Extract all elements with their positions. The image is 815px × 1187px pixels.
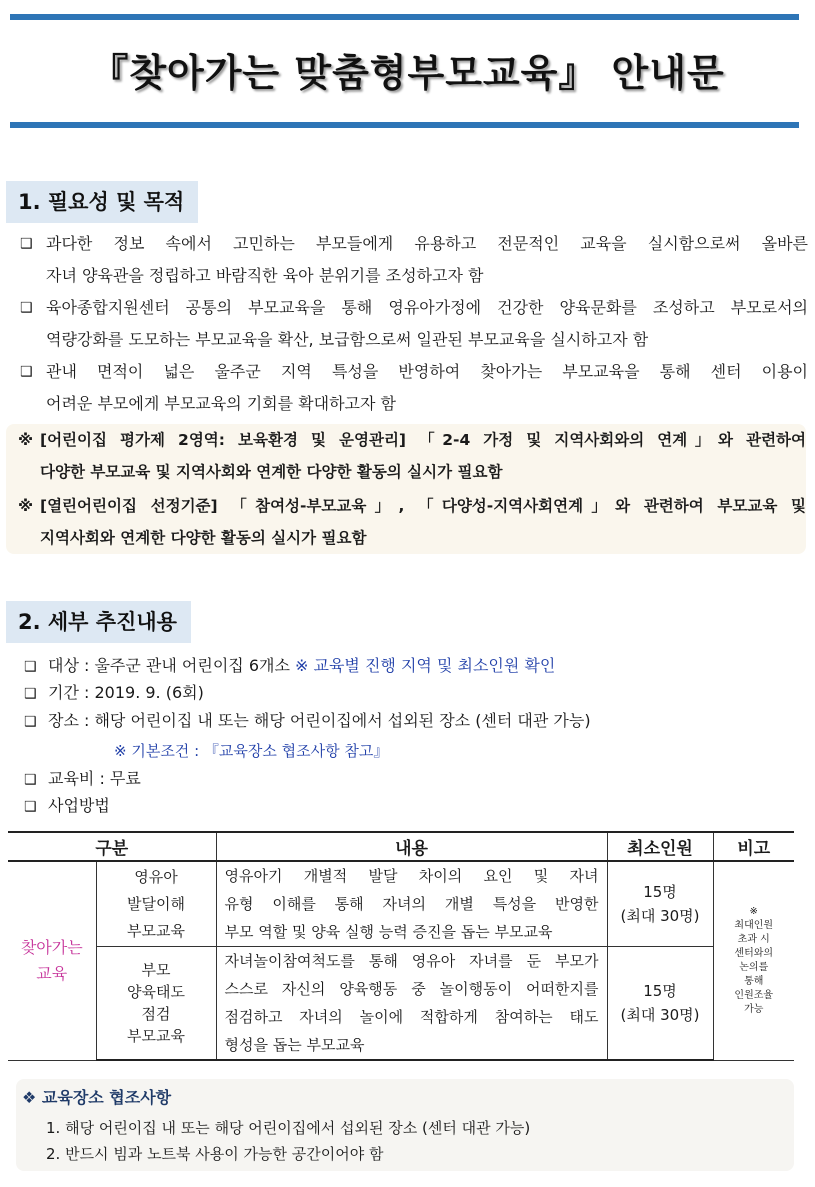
item-line: 과다한 정보 속에서 고민하는 부모들에게 유용하고 전문적인 교육을 실시함으로써 올바른 [46, 234, 808, 253]
method-text: 사업방법 [48, 796, 110, 815]
coop-item: 2. 반드시 빔과 노트북 사용이 가능한 공간이어야 함 [46, 1145, 384, 1163]
note-line: 지역사회와 연계한 다양한 활동의 실시가 필요함 [40, 529, 367, 547]
section1-item [20, 356, 808, 420]
checkbox-bullet-icon: ❑ [24, 659, 37, 675]
target-note: ※ 교육별 진행 지역 및 최소인원 확인 [295, 656, 556, 675]
program-name: 부모 양육태도 점검 부모교육 [96, 947, 216, 1061]
target-text: 대상 : 울주군 관내 어린이집 6개소 [48, 656, 290, 675]
section1-heading: 1. 필요성 및 목적 [6, 181, 198, 223]
checkbox-bullet-icon: ❑ [24, 772, 37, 788]
note-item [18, 490, 806, 554]
checkbox-bullet-icon: ❑ [24, 799, 37, 815]
note-line: [열린어린이집 선정기준] 「참여성-부모교육」, 「다양성-지역사회연계」와 관련하여 부모교육 및 [40, 497, 806, 515]
item-line: 어려운 부모에게 부모교육의 기회를 확대하고자 함 [46, 394, 397, 413]
item-line: 역량강화를 도모하는 부모교육을 확산, 보급함으로써 일관된 부모교육을 실시하고자 함 [46, 330, 649, 349]
note-mark: ※ [18, 497, 34, 515]
section1-item [20, 228, 808, 292]
coop-item: 1. 해당 어린이집 내 또는 해당 어린이집에서 섭외된 장소 (센터 대관 가능) [46, 1119, 531, 1137]
top-rule [10, 14, 799, 20]
checkbox-bullet-icon: ❑ [24, 714, 37, 730]
checkbox-bullet-icon: ❑ [20, 236, 33, 252]
target-line [24, 652, 555, 681]
fee-line [24, 765, 141, 794]
item-line: 자녀 양육관을 정립하고 바람직한 육아 분위기를 조성하고자 함 [46, 266, 484, 285]
note-line: [어린이집 평가제 2영역: 보육환경 및 운영관리] 「2-4 가정 및 지역사회와의 연계」와 관련하여 [40, 431, 806, 449]
note-line: 다양한 부모교육 및 지역사회와 연계한 다양한 활동의 실시가 필요함 [40, 463, 503, 481]
header-min: 최소인원 [607, 832, 713, 861]
place-note: ※ 기본조건 : 『교육장소 협조사항 참고』 [114, 742, 389, 760]
place-line [24, 707, 591, 736]
section2-heading: 2. 세부 추진내용 [6, 601, 191, 643]
item-line: 육아종합지원센터 공통의 부모교육을 통해 영유아가정에 건강한 양육문화를 조성하고 부모로서의 [46, 298, 808, 317]
min-count: 15명 (최대 30명) [607, 947, 713, 1061]
period-line [24, 679, 204, 708]
program-content: 자녀놀이참여척도를 통해 영유아 자녀를 둔 부모가 스스로 자신의 양육행동 중 놀이행동이 어떠한지를 점검하고 자녀의 놀이에 적합하게 참여하는 태도 형성을 돕는 부모교육 [216, 947, 607, 1061]
table-row [8, 861, 794, 947]
program-name: 영유아 발달이해 부모교육 [96, 861, 216, 947]
note-mark: ※ [18, 431, 34, 449]
item-line: 관내 면적이 넓은 울주군 지역 특성을 반영하여 찾아가는 부모교육을 통해 센터 이용이 [46, 362, 808, 381]
coop-heading: ❖ 교육장소 협조사항 [22, 1088, 172, 1107]
header-content: 내용 [216, 832, 607, 861]
program-content: 영유아기 개별적 발달 차이의 요인 및 자녀 유형 이해를 통해 자녀의 개별 특성을 반영한 부모 역할 및 양육 실행 능력 증진을 돕는 부모교육 [216, 861, 607, 947]
checkbox-bullet-icon: ❑ [20, 364, 33, 380]
group-cell: 찾아가는 교육 [8, 861, 96, 1060]
note-item [18, 424, 806, 488]
fee-text: 교육비 : 무료 [48, 769, 141, 788]
header-note: 비고 [713, 832, 794, 861]
method-line [24, 792, 110, 821]
table-header-row [8, 832, 794, 861]
page-title: 『찾아가는 맞춤형부모교육』 안내문 [90, 51, 725, 95]
table-row [8, 947, 794, 1061]
section1-item [20, 292, 808, 356]
checkbox-bullet-icon: ❑ [20, 300, 33, 316]
title-rule [10, 122, 799, 128]
period-text: 기간 : 2019. 9. (6회) [48, 683, 204, 702]
checkbox-bullet-icon: ❑ [24, 686, 37, 702]
min-count: 15명 (최대 30명) [607, 861, 713, 947]
remark-cell: ※ 최대인원 초과 시 센터와의 논의를 통해 인원조율 가능 [713, 861, 794, 1060]
header-category: 구분 [8, 832, 216, 861]
method-table [8, 831, 794, 1061]
place-text: 장소 : 해당 어린이집 내 또는 해당 어린이집에서 섭외된 장소 (센터 대관 가능) [48, 711, 591, 730]
